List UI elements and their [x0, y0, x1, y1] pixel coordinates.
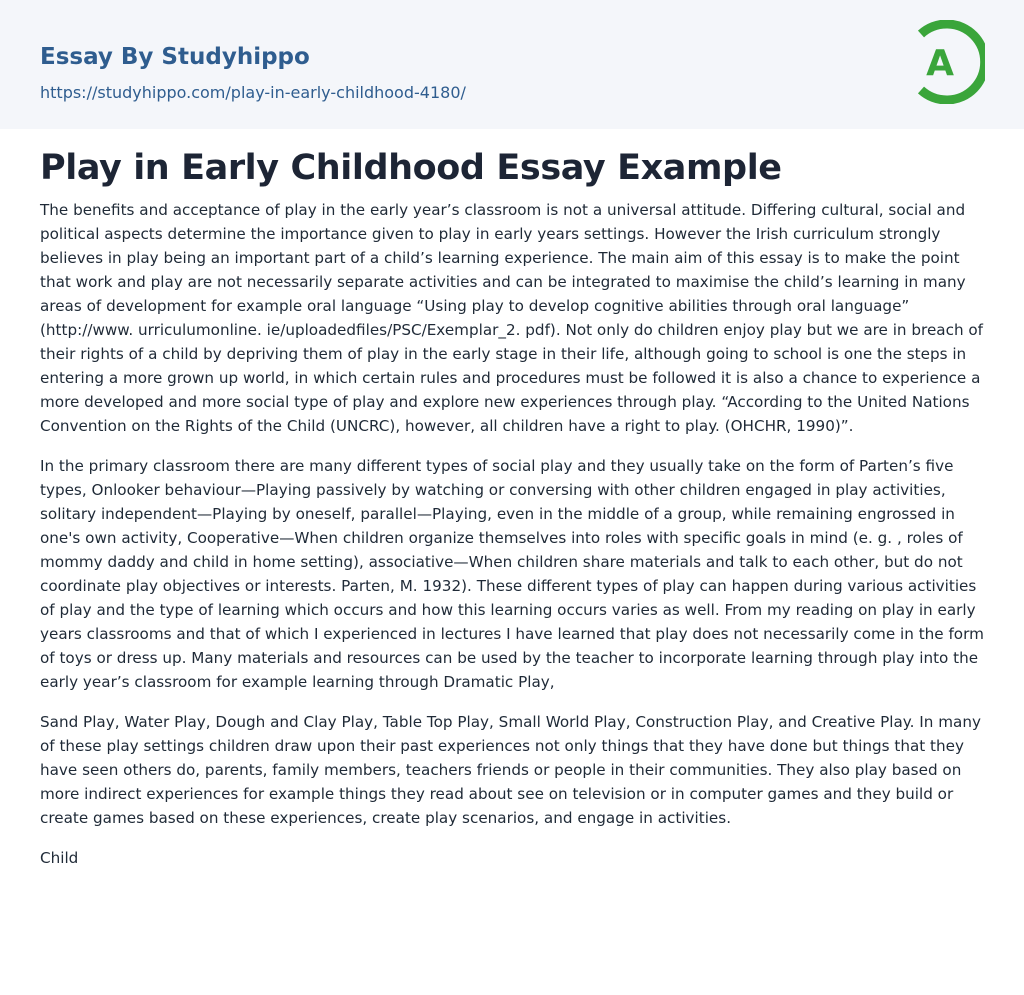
page-title: Play in Early Childhood Essay Example [40, 148, 782, 188]
article-paragraph-3: Sand Play, Water Play, Dough and Clay Play, Table Top Play, Small World Play, Construction Play, and Creative Play. In many of these play settings children draw upon their past experiences not only things that they have done but things that they have seen others do, parents, family members, teachers friends or people in their communities. They also play based on more indirect experiences for example things they read about see on television or in computer games and they build or create games based on these experiences, create play scenarios, and engage in activities. [40, 713, 981, 827]
article-paragraph-4: Child [40, 849, 79, 867]
article-paragraph-1: The benefits and acceptance of play in the early year’s classroom is not a universal attitude. Differing cultural, social and political aspects determine the importance given to play in early years settings. However the Irish curriculum strongly believes in play being an important part of a child’s learning experience. The main aim of this essay is to make the point that work and play are not necessarily separate activities and can be integrated to maximise the child’s learning in many areas of development for example oral language “Using play to develop cognitive abilities through oral language” (http://www. urriculumonline. ie/uploadedfiles/PSC/Exemplar_2. pdf). Not only do children enjoy play but we are in breach of their rights of a child by depriving them of play in the early stage in their life, although going to school is one the steps in entering a more grown up world, in which certain rules and procedures must be followed it is also a chance to experience a more developed and more social type of play and explore new experiences through play. “According to the United Nations Convention on the Rights of the Child (UNCRC), however, all children have a right to play. (OHCHR, 1990)”. [40, 201, 984, 435]
site-brand[interactable]: Essay By Studyhippo [40, 44, 310, 70]
essay-url-link[interactable]: https://studyhippo.com/play-in-early-childhood-4180/ [40, 83, 466, 102]
logo-letter: A [926, 43, 954, 84]
studyhippo-logo-icon[interactable] [913, 20, 985, 104]
article [0, 147, 1024, 870]
article-paragraph-2: In the primary classroom there are many different types of social play and they usually take on the form of Parten’s five types, Onlooker behaviour—Playing passively by watching or conversing with other children engaged in play activities, solitary independent—Playing by oneself, parallel—Playing, even in the middle of a group, while remaining engrossed in one's own activity, Cooperative—When children organize themselves into roles with specific goals in mind (e. g. , roles of mommy daddy and child in home setting), associative—When children share materials and talk to each other, but do not coordinate play objectives or interests. Parten, M. 1932). These different types of play can happen during various activities of play and the type of learning which occurs and how this learning occurs varies as well. From my reading on play in early years classrooms and that of which I experienced in lectures I have learned that play does not necessarily come in the form of toys or dress up. Many materials and resources can be used by the teacher to incorporate learning through play into the early year’s classroom for example learning through Dramatic Play, [40, 457, 984, 691]
site-header [0, 0, 1024, 129]
